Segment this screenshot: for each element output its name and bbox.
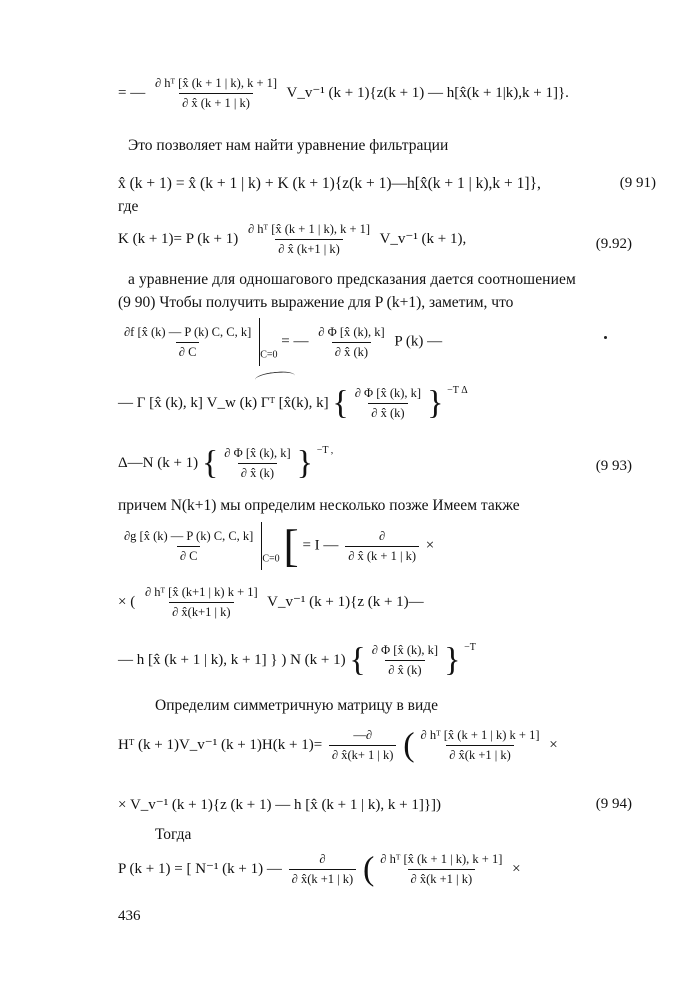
equation-9-93-line-1 xyxy=(118,318,442,366)
left-bracket: [ xyxy=(283,520,299,571)
eq-993b-tail: −T Δ xyxy=(447,385,468,396)
eq-gB-fraction xyxy=(142,585,261,620)
eq-992-num: ∂ hᵀ [x̂ (k + 1 | k), k + 1] xyxy=(247,222,371,236)
equation-g-line-1 xyxy=(118,522,434,570)
eq-gB-den: ∂ x̂(k+1 | k) xyxy=(169,602,233,620)
eq-gA-fraction xyxy=(121,529,256,564)
eq-993c-den: ∂ x̂ (k) xyxy=(238,463,277,481)
eq-993c-tail: −T , xyxy=(316,445,334,456)
eq-993b-lead: — Γ [x̂ (k), k] V_w (k) Γᵀ [x̂(k), k] xyxy=(118,395,329,411)
right-brace: } xyxy=(444,641,461,679)
eq-last-den: ∂ x̂(k +1 | k) xyxy=(289,869,357,887)
equation-9-93-line-2 xyxy=(118,385,468,421)
eq-gA-num2: ∂ xyxy=(379,528,386,543)
equation-9-92 xyxy=(118,222,466,257)
eq-994a-fraction xyxy=(329,728,397,763)
eq-gB-tail: V_v⁻¹ (k + 1){z (k + 1)— xyxy=(267,593,424,610)
eq-993c-lead: Δ—N (k + 1) xyxy=(118,455,199,471)
eq-gB-num: ∂ hᵀ [x̂ (k+1 | k) k + 1] xyxy=(144,585,258,599)
left-brace: { xyxy=(201,444,219,482)
equation-number: (9.92) xyxy=(595,236,632,252)
equation-number: (9 91) xyxy=(619,175,656,191)
left-paren: ( xyxy=(403,726,415,764)
equation-9-94-line-2 xyxy=(118,796,441,814)
eq-992-fraction xyxy=(245,222,373,257)
eq-994a-num2: ∂ hᵀ [x̂ (k + 1 | k) k + 1] xyxy=(420,728,540,742)
paragraph-line: причем N(k+1) мы определим несколько позже Имеем также xyxy=(118,497,520,514)
paragraph-line: Это позволяет нам найти уравнение фильтрации xyxy=(128,137,449,154)
equation-top xyxy=(118,76,569,111)
equation-g-line-2 xyxy=(118,585,424,620)
eq-993a-den: ∂ C xyxy=(176,342,200,360)
eq-gC-fraction xyxy=(369,643,441,678)
eq-gB-lead: × ( xyxy=(118,593,136,610)
equation-p-update xyxy=(118,852,521,887)
eq-993b-num: ∂ Φ [x̂ (k), k] xyxy=(354,386,422,401)
eq-gA-cond: C=0 xyxy=(262,553,280,565)
eq-gC-num: ∂ Φ [x̂ (k), k] xyxy=(371,643,439,658)
paragraph-line: Определим симметричную матрицу в виде xyxy=(155,697,439,714)
paragraph-line: (9 90) Чтобы получить выражение для P (k+1), заметим, что xyxy=(118,294,514,311)
eq-993a-den2: ∂ x̂ (k) xyxy=(332,342,371,360)
eq-top-lead: = — xyxy=(118,84,146,101)
eq-993a-fraction xyxy=(121,325,254,360)
paragraph-line: Тогда xyxy=(155,826,192,843)
eq-gA-fraction-2 xyxy=(345,529,419,564)
eq-993c-fraction xyxy=(221,446,293,481)
eq-top-tail: V_v⁻¹ (k + 1){z(k + 1) — h[x̂(k + 1|k),k + 1]}. xyxy=(286,84,569,101)
eq-top-den: ∂ x̂ (k + 1 | k) xyxy=(179,93,253,111)
eq-993a-cond: C=0 xyxy=(260,349,278,361)
eq-gA-mid: = I — xyxy=(302,537,339,554)
right-brace: } xyxy=(296,444,313,482)
eq-993c-num: ∂ Φ [x̂ (k), k] xyxy=(224,446,291,461)
equation-number: (9 94) xyxy=(595,796,632,812)
eq-994a-tail: × xyxy=(549,736,558,753)
eq-994a-den: ∂ x̂(k+ 1 | k) xyxy=(329,745,397,763)
eq-994a-num: —∂ xyxy=(353,728,373,742)
paragraph-line: где xyxy=(118,198,139,215)
equation-9-93-line-3 xyxy=(118,445,333,481)
eq-993a-num: ∂f [x̂ (k) — P (k) C, C, k] xyxy=(124,324,252,339)
left-paren: ( xyxy=(362,850,375,888)
eq-991-body: x̂ (k + 1) = x̂ (k + 1 | k) + K (k + 1){z(k + 1)—h[x̂(k + 1 | k),k + 1]}, xyxy=(118,175,541,192)
eq-994b-body: × V_v⁻¹ (k + 1){z (k + 1) — h [x̂ (k + 1 | k), k + 1]}]) xyxy=(118,797,442,813)
eq-gC-tail: −T xyxy=(464,642,476,653)
eq-994a-den2: ∂ x̂(k +1 | k) xyxy=(446,745,514,763)
eq-994a-lead: Hᵀ (k + 1)V_v⁻¹ (k + 1)H(k + 1)= xyxy=(118,736,323,753)
eq-992-tail: V_v⁻¹ (k + 1), xyxy=(379,230,467,247)
eq-993a-mid: = — xyxy=(281,333,309,350)
eq-992-den: ∂ x̂ (k+1 | k) xyxy=(275,239,343,257)
paragraph-line: а уравнение для одношагового предсказания дается соотношением xyxy=(128,271,576,288)
eq-last-fraction-2 xyxy=(377,852,505,887)
eq-last-den2: ∂ x̂(k +1 | k) xyxy=(408,869,476,887)
eq-top-num: ∂ hᵀ [x̂ (k + 1 | k), k + 1] xyxy=(154,76,278,90)
eq-top-fraction xyxy=(152,76,280,111)
ink-mark xyxy=(255,370,296,385)
eq-993b-fraction xyxy=(352,386,424,421)
eq-gA-num: ∂g [x̂ (k) — P (k) C, C, k] xyxy=(124,528,254,543)
equation-9-94-line-1 xyxy=(118,728,558,763)
eq-last-tail: × xyxy=(512,860,521,877)
eq-993b-den: ∂ x̂ (k) xyxy=(368,403,407,421)
eq-last-num: ∂ xyxy=(319,852,326,866)
equation-number: (9 93) xyxy=(595,458,632,474)
eq-gA-tail: × xyxy=(425,537,435,554)
eq-993a-num2: ∂ Φ [x̂ (k), k] xyxy=(318,324,385,339)
left-brace: { xyxy=(332,384,349,422)
eq-last-lead: P (k + 1) = [ N⁻¹ (k + 1) — xyxy=(118,860,282,877)
eq-993a-fraction-2 xyxy=(315,325,387,360)
equation-g-line-3 xyxy=(118,642,476,678)
right-brace: } xyxy=(427,384,444,422)
eq-994a-fraction-2 xyxy=(418,728,543,763)
page-number: 436 xyxy=(118,908,141,924)
eq-993a-tail: P (k) — xyxy=(394,333,443,350)
eq-gC-lead: — h [x̂ (k + 1 | k), k + 1] } ) N (k + 1) xyxy=(118,652,346,668)
left-brace: { xyxy=(349,641,366,679)
eq-992-lead: K (k + 1)= P (k + 1) xyxy=(118,230,239,247)
eq-gC-den: ∂ x̂ (k) xyxy=(385,660,424,678)
ink-dot xyxy=(604,336,607,339)
eq-last-num2: ∂ hᵀ [x̂ (k + 1 | k), k + 1] xyxy=(380,852,503,866)
equation-9-91 xyxy=(118,175,541,194)
eq-last-fraction xyxy=(289,852,357,887)
eq-gA-den: ∂ C xyxy=(177,546,201,564)
eq-gA-den2: ∂ x̂ (k + 1 | k) xyxy=(345,546,419,564)
